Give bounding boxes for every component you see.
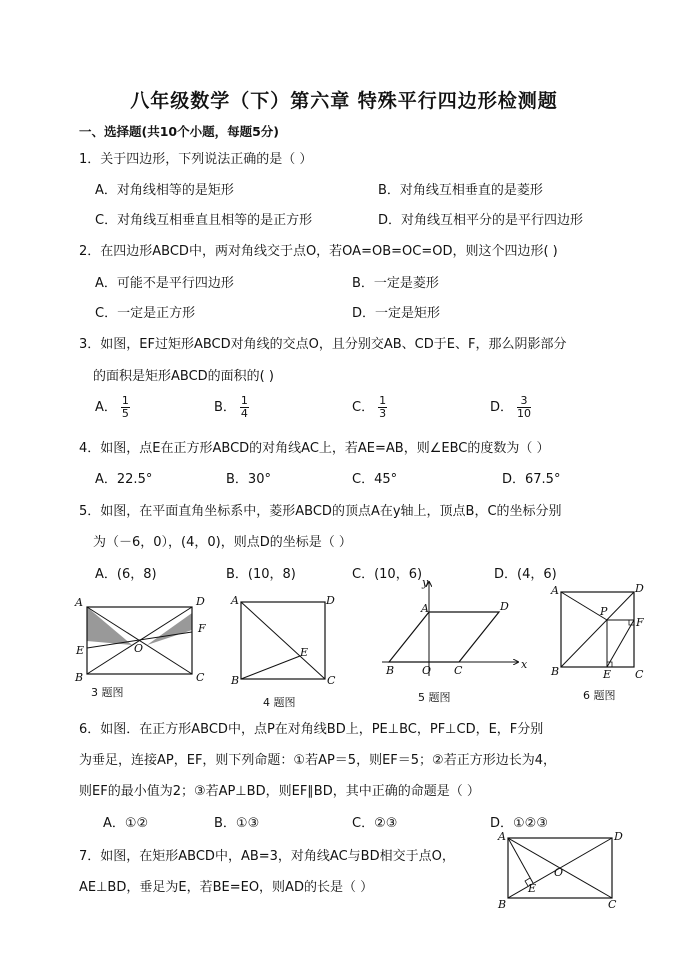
page-title: 八年级数学（下）第六章 特殊平行四边形检测题 [130, 90, 558, 112]
label-o: O [134, 642, 144, 655]
question-4-option-b[interactable]: B．30° [226, 472, 271, 487]
fraction: $\frac{1}{3}$ [379, 394, 387, 420]
label-f: F [198, 622, 206, 635]
label-a: A [498, 830, 506, 843]
label-e: E [528, 882, 537, 895]
question-3-option-d[interactable] [490, 395, 531, 420]
question-1-option-b[interactable]: B．对角线互相垂直的是菱形 [378, 183, 543, 198]
label-o: O [422, 664, 432, 677]
label-b: B [386, 664, 395, 677]
question-3-option-c[interactable] [352, 395, 387, 420]
diagonal-ac [241, 602, 325, 679]
figure-7-diagram [492, 828, 632, 912]
question-6-stem-line3: 则EF的最小值为2；③若AP⊥BD，则EF∥BD，其中正确的命题是（ ） [79, 784, 480, 799]
question-3-stem-line1: 3．如图，EF过矩形ABCD对角线的交点O，且分别交AB、CD于E、F，那么阴影部分 [79, 337, 567, 352]
question-2-option-b[interactable]: B．一定是菱形 [352, 276, 439, 291]
question-6-option-c[interactable]: C．②③ [352, 816, 398, 831]
question-1-stem: 1．关于四边形，下列说法正确的是（ ） [79, 152, 313, 167]
fraction: $\frac{1}{4}$ [240, 394, 248, 420]
figure-5-diagram [378, 576, 528, 684]
label-f: F [636, 616, 644, 629]
label-b: B [551, 665, 560, 678]
question-6-stem-line1: 6．如图．在正方形ABCD中，点P在对角线BD上，PE⊥BC，PF⊥CD，E，F分别 [79, 722, 544, 737]
question-4-option-d[interactable]: D．67.5° [502, 472, 561, 487]
question-2-option-a[interactable]: A．可能不是平行四边形 [95, 276, 234, 291]
label-a: A [551, 584, 559, 597]
question-5-option-c[interactable]: C．(10，6) [352, 567, 423, 582]
option-label: A． [95, 400, 117, 415]
label-b: B [75, 671, 84, 684]
segment-ef [607, 620, 634, 667]
label-b: B [498, 898, 507, 911]
question-4-option-c[interactable]: C．45° [352, 472, 398, 487]
question-6-stem-line2: 为垂足，连接AP，EF，则下列命题：①若AP＝5，则EF＝5；②若正方形边长为4， [79, 753, 556, 768]
question-3-option-b[interactable] [214, 395, 249, 420]
fraction: $\frac{1}{5}$ [121, 394, 129, 420]
figure-5-caption: 5 题图 [418, 691, 451, 704]
shaded-triangle-left [87, 607, 132, 645]
label-d: D [196, 595, 205, 608]
label-x: x [521, 658, 528, 671]
question-1-option-c[interactable]: C．对角线互相垂直且相等的是正方形 [95, 213, 313, 228]
figure-4-diagram [228, 592, 338, 692]
label-e: E [300, 646, 309, 659]
question-6-option-a[interactable]: A．①② [103, 816, 149, 831]
figure-3-caption: 3 题图 [91, 686, 124, 699]
label-d: D [614, 830, 623, 843]
label-p: P [600, 605, 608, 618]
label-b: B [231, 674, 240, 687]
question-4-option-a[interactable]: A．22.5° [95, 472, 153, 487]
fraction: $\frac{3}{10}$ [517, 394, 532, 420]
shaded-triangle-right [147, 613, 192, 645]
label-c: C [454, 664, 463, 677]
label-a: A [231, 594, 239, 607]
rhombus-abcd [389, 612, 499, 662]
label-a: A [421, 602, 429, 615]
question-5-option-b[interactable]: B．(10，8) [226, 567, 296, 582]
question-2-option-c[interactable]: C．一定是正方形 [95, 306, 196, 321]
option-label: B． [214, 400, 236, 415]
figure-6-diagram [546, 582, 658, 684]
question-5-stem-line2: 为（－6，0），(4，0)，则点D的坐标是（ ） [93, 535, 352, 550]
label-c: C [608, 898, 617, 911]
question-5-option-d[interactable]: D．(4，6) [494, 567, 557, 582]
question-6-option-d[interactable]: D．①②③ [490, 816, 548, 831]
label-y: y [422, 576, 429, 589]
label-o: O [554, 866, 564, 879]
option-label: C． [352, 400, 375, 415]
label-e: E [76, 644, 85, 657]
diagonal-bd [561, 592, 634, 667]
label-e: E [603, 668, 612, 681]
question-5-option-a[interactable]: A．(6，8) [95, 567, 157, 582]
label-c: C [635, 668, 644, 681]
segment-be [241, 656, 300, 679]
question-6-option-b[interactable]: B．①③ [214, 816, 260, 831]
label-d: D [500, 600, 509, 613]
question-2-option-d[interactable]: D．一定是矩形 [352, 306, 441, 321]
section-heading: 一、选择题(共10个小题，每题5分) [79, 124, 280, 139]
question-5-stem-line1: 5．如图，在平面直角坐标系中，菱形ABCD的顶点A在y轴上，顶点B，C的坐标分别 [79, 504, 562, 519]
question-3-stem-line2: 的面积是矩形ABCD的面积的( ) [93, 369, 274, 384]
label-d: D [635, 582, 644, 595]
question-7-stem-line1: 7．如图，在矩形ABCD中，AB=3，对角线AC与BD相交于点O， [79, 849, 455, 864]
label-d: D [326, 594, 335, 607]
label-c: C [196, 671, 205, 684]
label-c: C [327, 674, 336, 687]
question-2-stem: 2．在四边形ABCD中，两对角线交于点O，若OA=OB=OC=OD，则这个四边形( ) [79, 244, 558, 259]
question-1-option-d[interactable]: D．对角线互相平分的是平行四边形 [378, 213, 584, 228]
label-a: A [75, 596, 83, 609]
option-label: D． [490, 400, 514, 415]
figure-6-caption: 6 题图 [583, 689, 616, 702]
figure-4-caption: 4 题图 [263, 696, 296, 709]
question-7-stem-line2: AE⊥BD，垂足为E，若BE=EO，则AD的长是（ ） [79, 880, 374, 895]
question-4-stem: 4．如图，点E在正方形ABCD的对角线AC上，若AE=AB，则∠EBC的度数为（ ） [79, 441, 550, 456]
question-3-option-a[interactable] [95, 395, 130, 420]
question-1-option-a[interactable]: A．对角线相等的是矩形 [95, 183, 234, 198]
